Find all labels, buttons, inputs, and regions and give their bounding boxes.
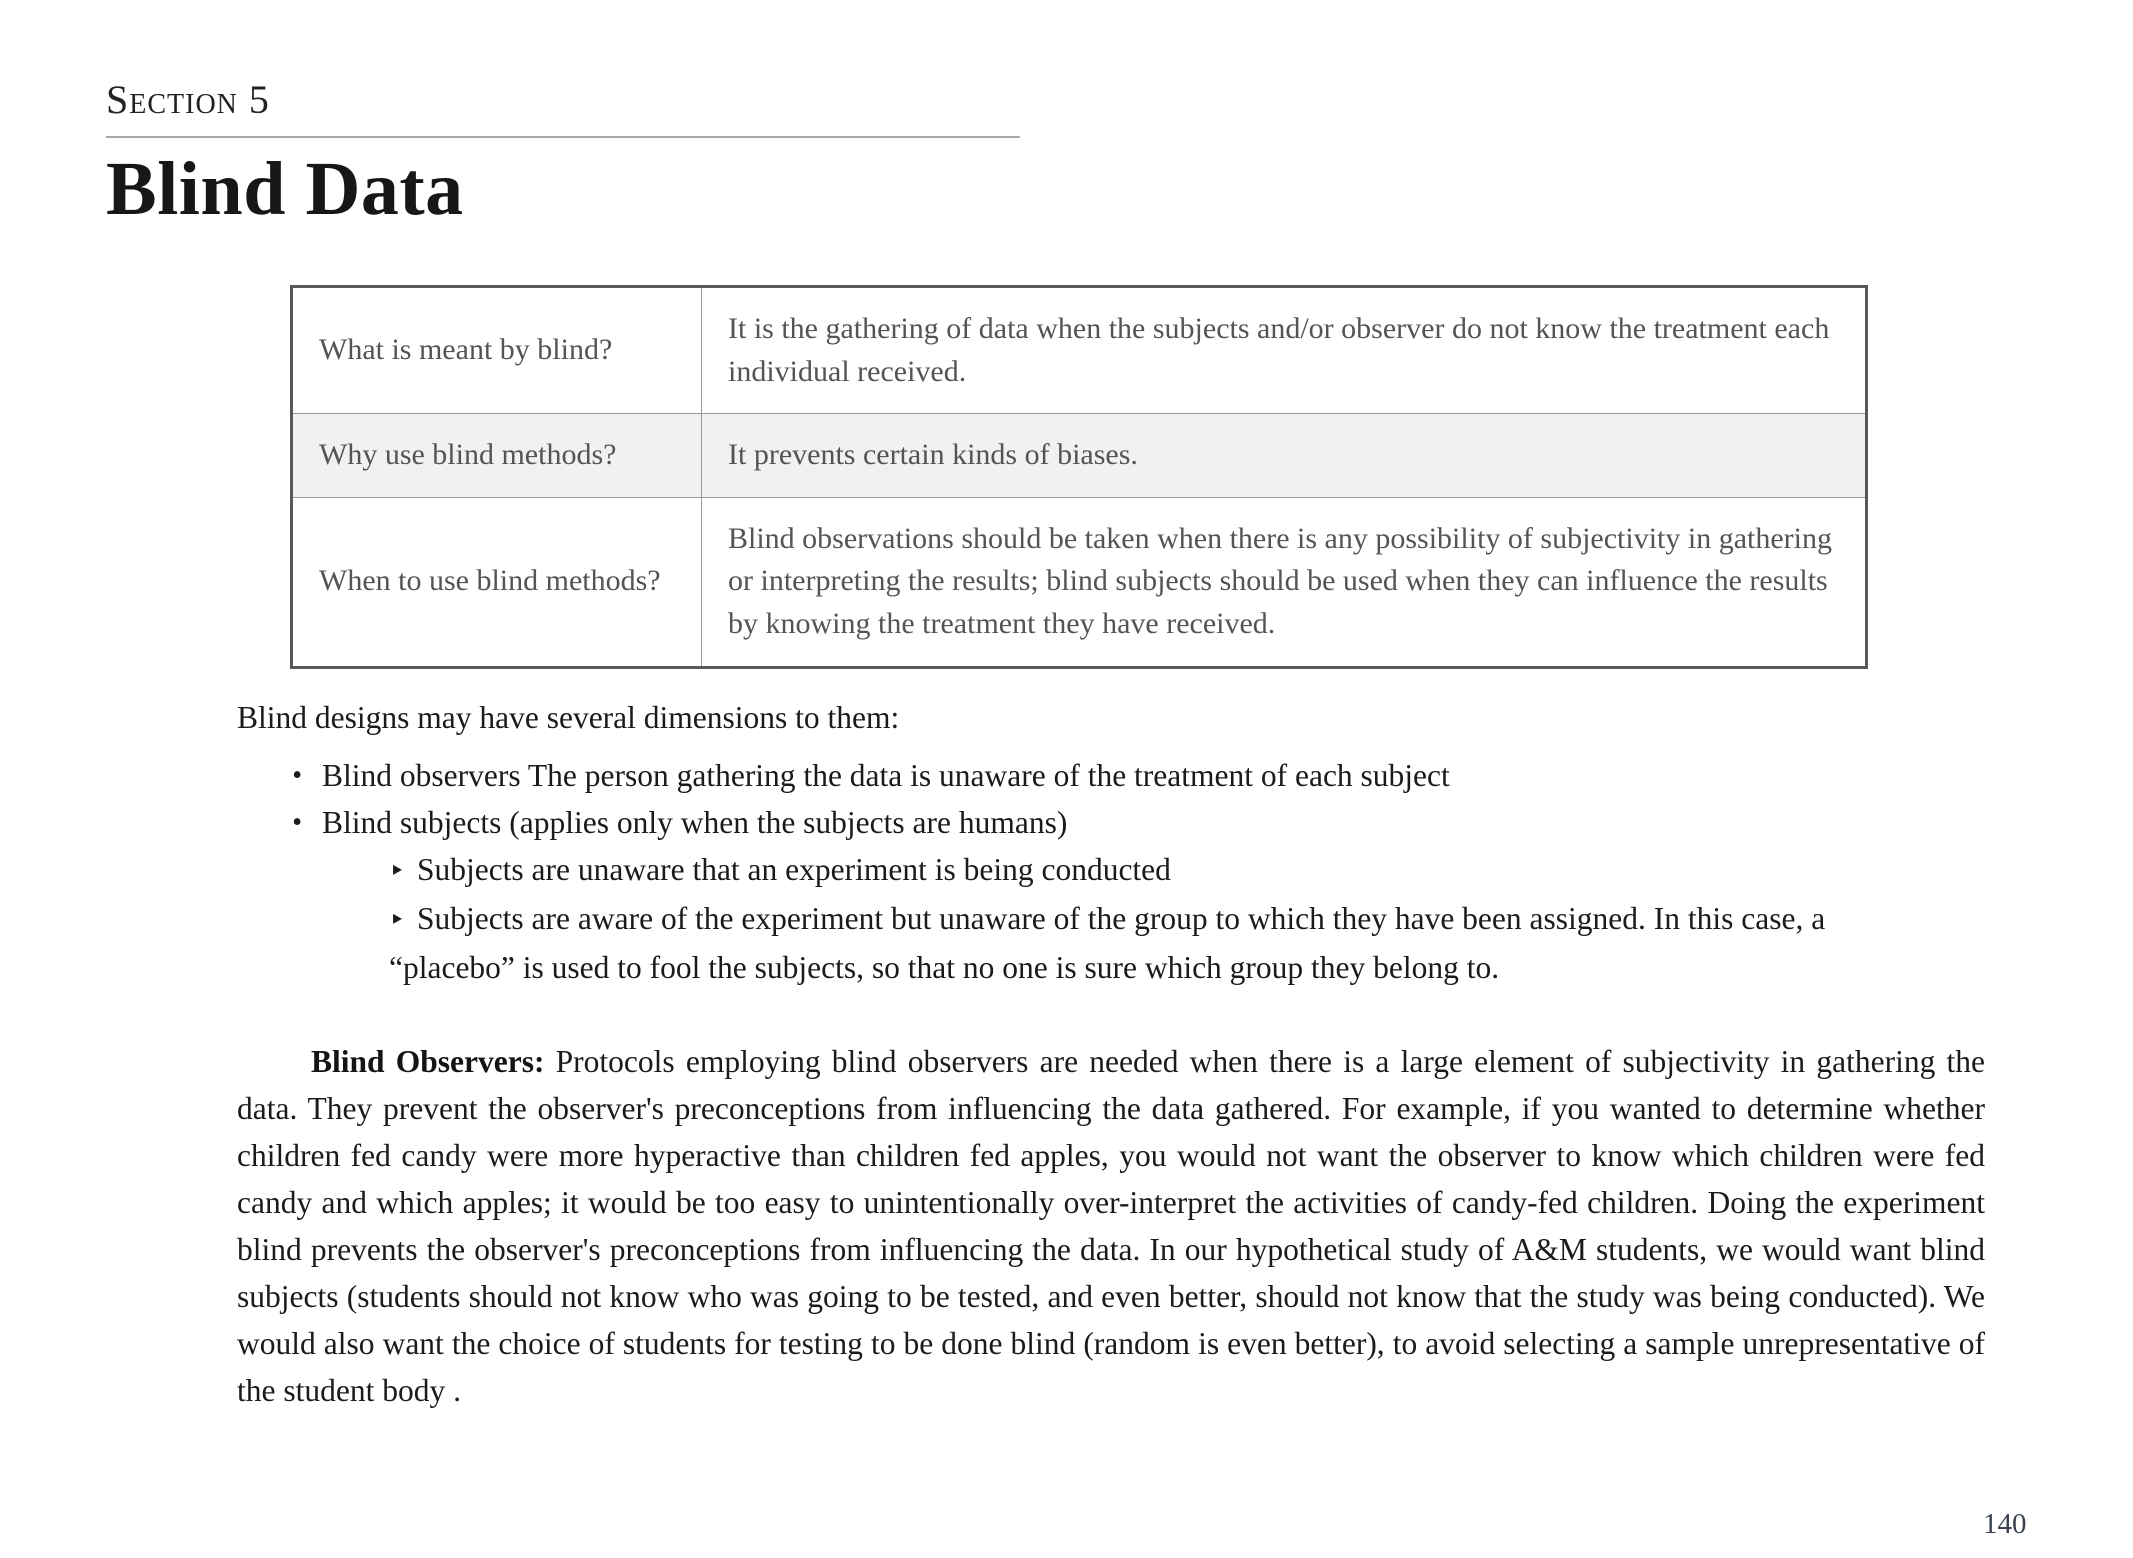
paragraph-body-text: Protocols employing blind observers are needed when there is a large element of subjectivity in gathering the data. They prevent the observer's preconceptions from influencing the data gathered. For example, if you wanted to determine whether children fed candy were more hyperactive than children fed apples, you would not want the observer to know which children were fed candy and which apples; it would be too easy to unintentionally over-interpret the activities of candy-fed children. Doing the experiment blind prevents the observer's preconceptions from influencing the data. In our hypothetical study of A&M students, we would want blind subjects (students should not know who was going to be tested, and even better, should not know that the study was being conducted). We would also want the choice of students for testing to be done blind (random is even better), to avoid selecting a sample unrepresentative of the student body . (237, 1044, 1985, 1408)
table-row (292, 497, 1867, 667)
table-cell-answer: It is the gathering of data when the subjects and/or observer do not know the treatment each individual received. (702, 287, 1867, 414)
blind-observers-paragraph (237, 1038, 1985, 1414)
bullet-icon: • (292, 760, 302, 791)
page-header (106, 78, 1020, 233)
sub-bullet-text: Subjects are aware of the experiment but unaware of the group to which they have been assigned. In this case, a “placebo” is used to fool the subjects, so that no one is sure which group they belong to. (389, 901, 1826, 985)
table-cell-question: Why use blind methods? (292, 414, 702, 498)
sub-bullet-list (389, 846, 1917, 991)
header-divider (106, 136, 1020, 138)
page-number: 140 (1983, 1508, 2027, 1540)
page-title: Blind Data (106, 147, 464, 231)
list-item (237, 799, 1997, 846)
table-cell-question: What is meant by blind? (292, 287, 702, 414)
triangle-bullet-icon: ‣ (389, 905, 405, 935)
table-cell-answer: Blind observations should be taken when there is any possibility of subjectivity in gathering or interpreting the results; blind subjects should be used when they can influence the results by knowing the treatment they have received. (702, 497, 1867, 667)
list-item (389, 895, 1917, 991)
list-item (389, 846, 1917, 895)
bullet-text: Blind subjects (applies only when the subjects are humans) (322, 805, 1068, 840)
intro-paragraph: Blind designs may have several dimensions to them: (237, 700, 900, 735)
triangle-bullet-icon: ‣ (389, 856, 405, 886)
table-cell-question: When to use blind methods? (292, 497, 702, 667)
bullet-text: Blind observers The person gathering the data is unaware of the treatment of each subject (322, 758, 1450, 793)
sub-bullet-text: Subjects are unaware that an experiment is being conducted (416, 852, 1171, 887)
section-label: Section 5 (106, 77, 270, 122)
table-cell-answer: It prevents certain kinds of biases. (702, 414, 1867, 498)
list-item (237, 752, 1997, 799)
table-row (292, 287, 1867, 414)
bullet-icon: • (292, 807, 302, 838)
blind-methods-table (290, 285, 1868, 669)
bullet-list (237, 752, 1997, 991)
table-row (292, 414, 1867, 498)
paragraph-lead-bold: Blind Observers: (311, 1044, 545, 1079)
